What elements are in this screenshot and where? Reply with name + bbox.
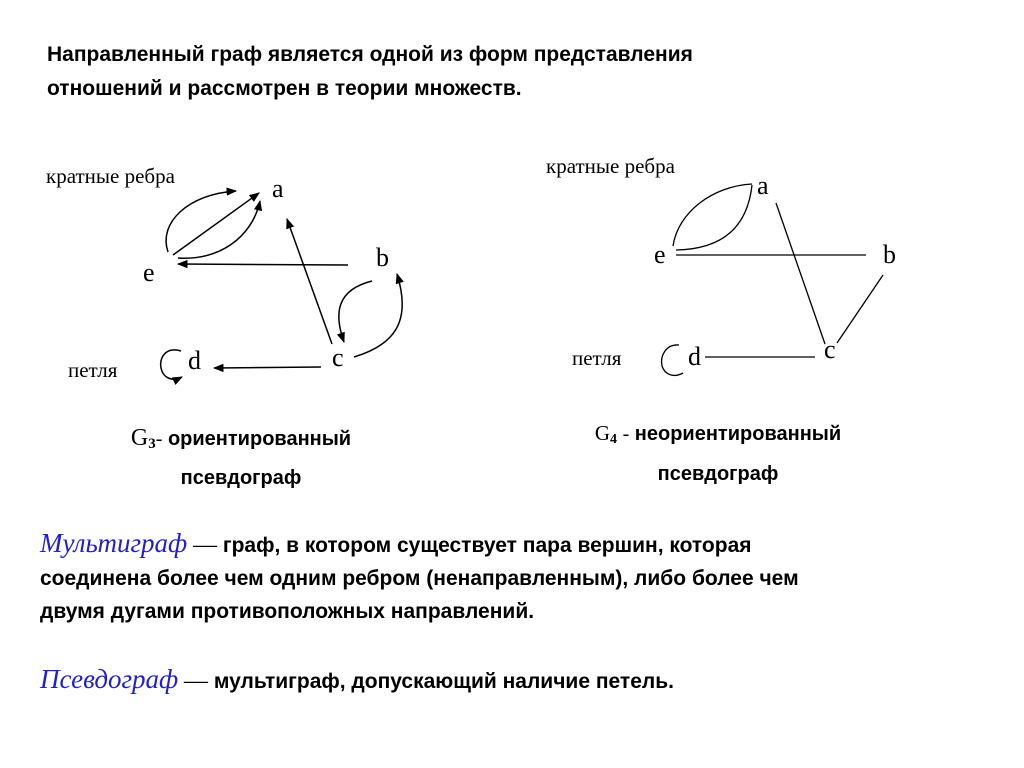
g4-caption-name: G (594, 421, 610, 445)
g4-caption-line1: неориентированный (634, 423, 842, 445)
g3-caption-subscript: 3 (148, 436, 156, 452)
g4-loop-d (662, 345, 683, 375)
multigraph-text-line2: соединена более чем одним ребром (ненаправленным), либо более чем (40, 567, 799, 590)
g4-edge-e-a-curve-lower (676, 185, 752, 250)
g3-vertex-e: e (143, 258, 155, 287)
multigraph-text-line3: двумя дугами противоположных направлений. (40, 600, 535, 623)
g4-vertex-d: d (688, 342, 701, 371)
g3-edge-e-to-a-curve-lower (178, 201, 260, 258)
g3-caption (86, 421, 396, 495)
graph-g3 (46, 164, 402, 382)
g3-vertex-a: a (272, 174, 284, 203)
g4-edge-a-c (776, 203, 825, 344)
g3-vertex-d: d (188, 346, 201, 375)
g3-caption-name: G (130, 425, 149, 451)
g4-vertex-c: c (824, 335, 836, 364)
g3-loop-label: петля (68, 358, 118, 382)
g3-edge-c-to-a (287, 219, 332, 344)
g3-edge-c-to-d (214, 367, 321, 368)
g3-edge-b-to-e (178, 264, 348, 265)
pseudograph-text: мультиграф, допускающий наличие петель. (213, 670, 674, 693)
g3-caption-line1: ориентированный (167, 428, 352, 450)
g4-loop-label: петля (572, 346, 622, 370)
intro-line-2: отношений и рассмотрен в теории множеств. (47, 77, 522, 100)
g3-vertex-b: b (376, 243, 389, 272)
multigraph-text-line1: граф, в котором существует пара вершин, которая (222, 534, 752, 557)
g4-edge-b-c (837, 275, 883, 343)
g4-vertex-e: e (654, 240, 666, 269)
g4-caption-line2: псевдограф (657, 463, 779, 485)
g3-caption-dash: - (155, 428, 163, 450)
g3-caption-line2: псевдограф (180, 467, 302, 489)
g4-edge-e-a-curve-upper (673, 184, 752, 246)
multigraph-term: Мультиграф (40, 528, 188, 558)
g4-caption-subscript: 4 (610, 432, 617, 447)
g3-loop-d (161, 350, 182, 379)
g3-edge-e-to-a-straight (173, 193, 259, 255)
g4-multiple-edges-label: кратные ребра (546, 154, 675, 178)
g3-vertex-c: c (332, 343, 344, 372)
multigraph-definition (40, 527, 980, 628)
g4-vertex-b: b (883, 240, 896, 269)
g4-vertex-a: a (757, 171, 769, 200)
pseudograph-term: Псевдограф (40, 664, 179, 694)
intro-line-1: Направленный граф является одной из форм представления (47, 43, 693, 66)
pseudograph-definition (40, 663, 980, 698)
graph-g4 (546, 154, 896, 375)
pseudograph-dash: — (184, 668, 209, 694)
g3-edge-b-to-c-curve (339, 281, 372, 342)
g3-multiple-edges-label: кратные ребра (46, 164, 175, 188)
g4-caption (540, 416, 896, 491)
g3-edge-e-to-a-curve-upper (166, 191, 236, 252)
multigraph-dash: — (193, 532, 217, 558)
g4-caption-dash: - (622, 423, 630, 445)
g3-edge-c-to-b-curve (354, 274, 402, 357)
